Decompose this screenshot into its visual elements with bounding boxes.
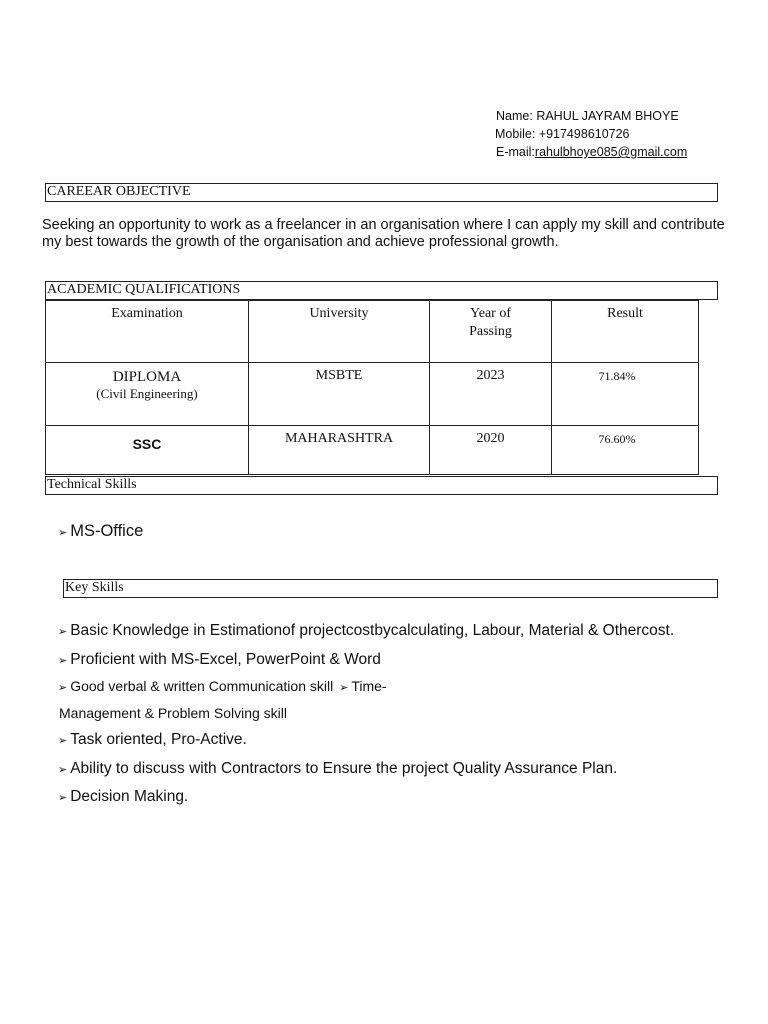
cell-year: 2020 [430, 426, 552, 475]
cell-exam: DIPLOMA (Civil Engineering) [46, 363, 249, 426]
objective-text: Seeking an opportunity to work as a freelancer in an organisation where I can apply my skill and contribute my best towards the growth of the organisation and achieve professional growth. [42, 217, 725, 250]
header-year: Year of Passing [430, 301, 552, 363]
key-skills-heading: Key Skills [63, 579, 718, 598]
mobile-number: +917498610726 [538, 127, 630, 141]
header-university: University [249, 301, 430, 363]
email-link[interactable]: rahulbhoye085@gmail.com [534, 145, 688, 159]
contact-mobile: Mobile: +917498610726 [495, 127, 630, 141]
table-header-row [46, 301, 699, 363]
cell-exam: SSC [46, 426, 249, 475]
header-examination: Examination [46, 301, 249, 363]
list-item: ➢ Good verbal & written Communication skill ➢ Time- [58, 678, 387, 694]
technical-heading: Technical Skills [45, 476, 718, 495]
arrow-bullet-icon: ➢ [58, 735, 68, 747]
list-item: ➢ Task oriented, Pro-Active. [58, 731, 247, 748]
cell-year: 2023 [430, 363, 552, 426]
arrow-bullet-icon: ➢ [58, 527, 68, 539]
contact-name: Name: RAHUL JAYRAM BHOYE [496, 109, 679, 123]
arrow-bullet-icon: ➢ [58, 792, 68, 804]
arrow-bullet-icon: ➢ [58, 764, 68, 776]
list-item-continuation: Management & Problem Solving skill [59, 705, 287, 721]
header-result: Result [552, 301, 699, 363]
objective-heading: CAREEAR OBJECTIVE [45, 183, 718, 202]
academic-heading: ACADEMIC QUALIFICATIONS [45, 281, 718, 300]
arrow-bullet-icon: ➢ [58, 626, 68, 638]
arrow-bullet-icon: ➢ [58, 655, 68, 667]
list-item: ➢ Decision Making. [58, 788, 189, 805]
arrow-bullet-icon: ➢ [58, 682, 68, 694]
list-item: ➢ MS-Office [58, 522, 144, 540]
qualifications-table [45, 300, 699, 475]
candidate-name: RAHUL JAYRAM BHOYE [536, 109, 679, 123]
cell-result: 71.84% [552, 363, 699, 426]
cell-university: MAHARASHTRA [249, 426, 430, 475]
table-row [46, 363, 699, 426]
list-item: ➢ Proficient with MS-Excel, PowerPoint & Word [58, 651, 381, 668]
list-item: ➢ Ability to discuss with Contractors to Ensure the project Quality Assurance Plan. [58, 760, 618, 777]
arrow-bullet-icon: ➢ [339, 682, 349, 694]
cell-result: 76.60% [552, 426, 699, 475]
cell-university: MSBTE [249, 363, 430, 426]
list-item: ➢ Basic Knowledge in Estimationof projectcostbycalculating, Labour, Material & Othercost. [58, 622, 675, 639]
contact-email: E-mail:rahulbhoye085@gmail.com [496, 145, 688, 159]
table-row [46, 426, 699, 475]
